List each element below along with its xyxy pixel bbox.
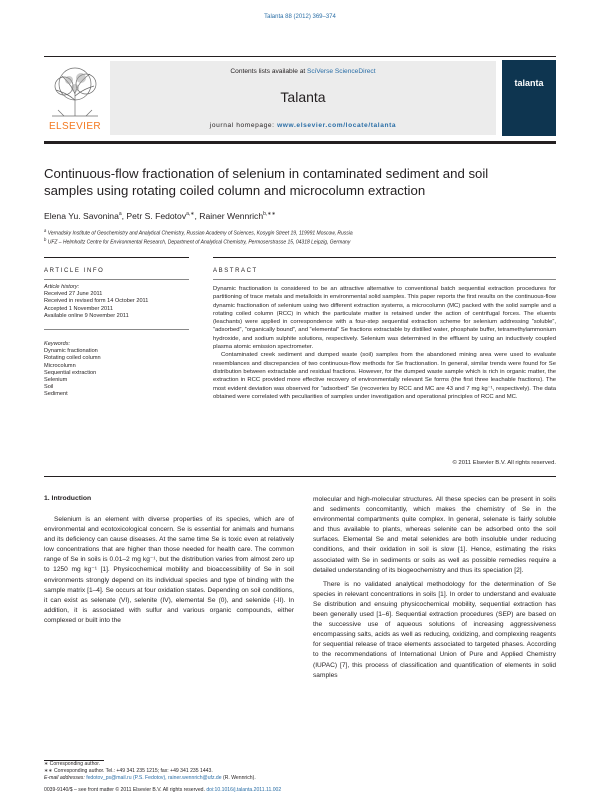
keyword-item[interactable]: Sequential extraction: [44, 369, 97, 376]
keywords-label: Keywords:: [44, 341, 71, 347]
body-paragraph: molecular and high-molecular structures. All these species can be present in soils and sediments concomitantly, which makes the chemistry of Se in the environmental compartments quite complex. In general, selenate is fairly soluble and thus available to plants, whereas selenite can be adsorbed onto the soil surfaces. Elemental Se and metal selenides are both insoluble under reducing conditions, and their oxidation in soil is slow [1]. Hence, estimating the risks associated with Se in sediments or soils as well as possible remedies require a detailed understanding of its biogeochemistry and thus its speciation [2].: [313, 496, 556, 574]
keyword-item[interactable]: Rotating coiled column: [44, 355, 101, 362]
affiliation-sup: b: [44, 237, 47, 242]
author-name[interactable]: Petr S. Fedotov: [126, 211, 187, 221]
history-item: Accepted 1 November 2011: [44, 305, 113, 312]
affiliation-text: UFZ – Helmholtz Centre for Environmental Research, Department of Analytical Chemistry, Permoserstrasse 15, 04318 Leipzig, Germany: [47, 239, 351, 246]
history-item: Received 27 June 2011: [44, 291, 103, 298]
sciencedirect-link[interactable]: SciVerse ScienceDirect: [307, 68, 376, 75]
homepage-line: [110, 122, 496, 129]
body-paragraph: Selenium is an element with diverse properties of its species, which are of environmental and ecotoxicological concern. Se is essential for animals and humans and its deficiency can cause diseases. At the same time Se is toxic even at relatively low concentrations that are higher than those needed for health care. The common range of Se in soils is 0.01–2 mg kg⁻¹, but the distribution varies from almost zero up to 1250 mg kg⁻¹ [1]. Physicochemical mobility and bioaccessibility of Se in soil environments strongly depend on its individual species and type of binding with the sample matrix [1–4]. Se occurs at four oxidation states. Depending on soil conditions, it can exist as selenate (VI), selenite (IV), elemental Se (0), and selenide (-II). In addition, it is associated with sulfur and various organic compounds, either complexed or built into the: [44, 516, 294, 624]
author-sup: b,∗∗: [263, 211, 276, 218]
header-bottom-rule: [44, 141, 556, 144]
elsevier-wordmark: ELSEVIER: [48, 121, 102, 132]
keyword-item[interactable]: Microcolumn: [44, 362, 76, 369]
article-info-sub-rule: [44, 279, 189, 280]
journal-cover-image: [502, 60, 556, 136]
author-separator: ,: [121, 211, 127, 221]
journal-reference[interactable]: Talanta 88 (2012) 369–374: [264, 14, 336, 20]
article-title: [44, 165, 556, 199]
article-title-line-1: Continuous-flow fractionation of selenium in contaminated sediment and soil: [44, 166, 489, 181]
history-item: Available online 9 November 2011: [44, 312, 129, 319]
header-top-rule: [44, 56, 556, 57]
footnotes: [44, 761, 294, 775]
article-info-top-rule: [44, 257, 189, 258]
email-tail: (R. Wennrich).: [223, 775, 256, 781]
affiliation-sup: a: [44, 228, 47, 233]
article-history: [44, 284, 189, 320]
keyword-item[interactable]: Dynamic fractionation: [44, 348, 98, 355]
footnote-corresponding-1: ∗ Corresponding author.: [44, 761, 101, 767]
issn-doi: [44, 787, 294, 794]
keyword-item[interactable]: Selenium: [44, 377, 68, 384]
history-label: Article history:: [44, 284, 80, 290]
author-name[interactable]: Elena Yu. Savonina: [44, 211, 119, 221]
section-heading-introduction: 1. Introduction: [44, 495, 92, 502]
abstract-top-rule: [213, 257, 556, 258]
journal-name: Talanta: [280, 89, 326, 105]
body-column-left: [44, 515, 294, 626]
body-column-right: [313, 495, 556, 681]
homepage-prefix: journal homepage:: [209, 122, 278, 129]
affiliation: [44, 237, 556, 246]
cover-title: talanta: [514, 78, 544, 88]
keywords-list: [44, 341, 189, 399]
author-name[interactable]: Rainer Wennrich: [199, 211, 264, 221]
homepage-link[interactable]: www.elsevier.com/locate/talanta: [277, 122, 397, 129]
history-item: Received in revised form 14 October 2011: [44, 298, 149, 305]
author-sup: a,∗: [186, 211, 195, 218]
author-separator: ,: [194, 211, 200, 221]
doi-link[interactable]: doi:10.1016/j.talanta.2011.11.002: [206, 787, 282, 793]
copyright-line: © 2011 Elsevier B.V. All rights reserved.: [452, 460, 556, 466]
keyword-item[interactable]: Soil: [44, 384, 54, 391]
keywords-rule: [44, 329, 189, 330]
contents-line: [110, 68, 496, 75]
abstract-paragraph: Dynamic fractionation is considered to be an attractive alternative to conventional batch sequential extraction procedures for partitioning of trace metals and metalloids in environmental solid samples. This paper reports the first results on the continuous-flow dynamic fractionation of selenium using two different extraction systems, a microcolumn (MC) packed with the solid sample and a rotating coiled column (RCC) in which the particulate matter is retained under the action of centrifugal forces. The eluents (leachants) were applied in correspondence with a four-step sequential extraction scheme for selenium addressing “soluble”, “adsorbed”, “organically bound”, and “elemental” Se fractions extractable by distilled water, phosphate buffer, tetramethylammonium hydroxide, and sodium sulphite solutions, respectively. Selenium was determined in the effluent by using an inductively coupled plasma atomic emission spectrometer.: [213, 286, 556, 351]
issn-line: 0039-9140/$ – see front matter © 2011 Elsevier B.V. All rights reserved.: [44, 787, 205, 793]
affiliation-text: Vernadsky Institute of Geochemistry and Analytical Chemistry, Russian Academy of Sciences, Kosygin Street 19, 119991 Moscow, Russia: [47, 230, 353, 237]
abstract-bottom-rule: [44, 476, 556, 477]
author-list: [44, 211, 556, 221]
article-title-line-2: samples using rotating coiled column and microcolumn extraction: [44, 183, 426, 198]
affiliation: [44, 228, 556, 237]
abstract-heading: ABSTRACT: [213, 268, 258, 274]
keyword-item[interactable]: Sediment: [44, 391, 68, 398]
footnote-email: [44, 775, 294, 782]
body-paragraph: There is no validated analytical methodology for the determination of Se species in relevant concentrations in soils [1]. In order to understand and evaluate Se distribution and ensuing physicochemical mobility, sequential extraction has been generally used [1–6]. Sequential extraction procedures (SEP) are based on the successive use of aqueous solutions of increasing aggressiveness encompassing salts, acids as well as reducing, oxidizing, and complexing reagents for sequential release of trace elements associated to targeted phases. According to the recommendations of International Union of Pure and Applied Chemistry (IUPAC) [7], this process of classification and quantification of elements in solid samples: [313, 580, 556, 679]
contents-prefix: Contents lists available at: [230, 68, 308, 75]
email-addresses[interactable]: fedotov_ps@mail.ru (P.S. Fedotov), rainer.wennrich@ufz.de: [86, 775, 222, 781]
abstract-sub-rule: [213, 279, 556, 280]
abstract-paragraph: Contaminated creek sediment and dumped waste (soil) samples from the abandoned mining area were used to evaluate resemblances and discrepancies of two continuous-flow methods for Se fractionation. In general, similar trends were found for Se distribution between extractable and residual fractions. However, for the dumped waste sample which is rich in organic matter, the extraction in RCC provided more effective recovery of environmentally relevant Se forms (the first three leachable fractions). The most evident deviation was observed for “adsorbed” Se (recoveries by RCC and MC are 43 and 7 mg kg⁻¹, respectively). The data obtained were correlated with peculiarities of samples under investigation and operational principles of RCC and MC.: [213, 352, 556, 400]
footnote-corresponding-2: ∗∗ Corresponding author. Tel.: +49 341 235 1215; fax: +49 341 235 1443.: [44, 767, 213, 774]
author-sup: a: [118, 211, 122, 218]
abstract-body: [213, 285, 556, 401]
email-label: E-mail addresses:: [44, 775, 87, 781]
article-info-heading: ARTICLE INFO: [44, 268, 105, 274]
